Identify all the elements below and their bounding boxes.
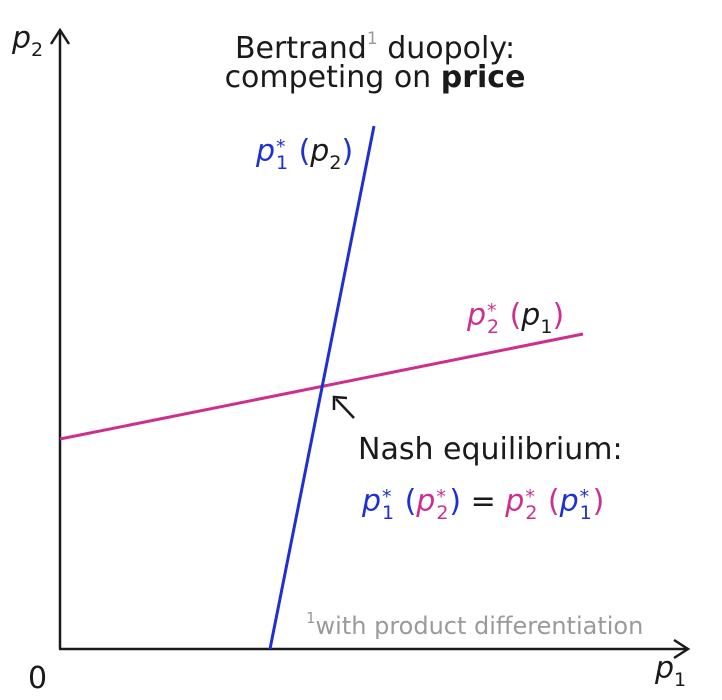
firm1-response-label	[256, 134, 353, 181]
nash-lhs-star: *	[382, 486, 392, 508]
nash-rhs-arg-star: *	[579, 486, 590, 508]
nash-lhs-arg-subsup	[435, 486, 449, 524]
nash-lhs-fn-sub: 1	[382, 502, 395, 524]
nash-rhs-paren-close: )	[592, 484, 605, 519]
nash-lhs-fn: p	[362, 484, 382, 519]
nash-lhs-arg: p	[416, 484, 436, 519]
nash-equals	[461, 484, 505, 519]
firm1-paren-open: (	[289, 134, 311, 169]
footnote-text: with product differentiation	[315, 612, 644, 640]
x-axis-label	[655, 652, 686, 697]
firm1-paren-close: )	[341, 134, 354, 169]
y-axis-label-sub: 2	[31, 39, 44, 61]
nash-lhs-subsup	[381, 486, 395, 524]
firm2-star: *	[487, 300, 497, 322]
nash-rhs-fn: p	[505, 484, 525, 519]
nash-lhs-arg-sub: 2	[436, 502, 449, 524]
firm1-arg: p	[310, 134, 330, 169]
nash-rhs-star: *	[525, 486, 535, 508]
firm2-fn-sub: 2	[487, 316, 500, 338]
nash-lhs-paren-open: (	[395, 484, 417, 519]
firm2-arg-sub: 1	[540, 316, 553, 338]
title-footnote-marker: 1	[366, 29, 378, 49]
firm2-fn-subsup	[486, 300, 500, 338]
firm1-arg-sub: 2	[329, 152, 342, 174]
footnote	[306, 603, 643, 641]
nash-rhs-fn-sub: 2	[525, 502, 538, 524]
y-axis-label-base: p	[12, 21, 32, 56]
nash-rhs-arg: p	[559, 484, 579, 519]
title-competing-text: competing on	[224, 60, 441, 95]
firm2-arg: p	[521, 298, 541, 333]
x-axis-label-base: p	[655, 651, 675, 686]
footnote-marker: 1	[306, 609, 316, 627]
firm1-fn-sub: 1	[276, 152, 289, 174]
nash-lhs-paren-close: )	[449, 484, 462, 519]
title-price-bold: price	[440, 60, 526, 95]
nash-equals-sign: =	[470, 484, 496, 519]
nash-rhs-paren-open: (	[538, 484, 560, 519]
nash-rhs-subsup	[524, 486, 538, 524]
firm2-paren-open: (	[500, 298, 522, 333]
title-word-bertrand: Bertrand	[234, 31, 367, 66]
firm2-fn: p	[467, 298, 487, 333]
nash-rhs-arg-subsup	[579, 486, 593, 524]
nash-lhs-arg-star: *	[436, 486, 446, 508]
firm2-response-label	[467, 298, 564, 345]
title-word-duopoly: duopoly:	[377, 31, 516, 66]
x-axis-label-sub: 1	[674, 669, 687, 691]
firm1-star: *	[276, 136, 286, 158]
firm1-fn: p	[256, 134, 276, 169]
nash-equilibrium-title: Nash equilibrium:	[358, 432, 623, 467]
y-axis-label	[12, 22, 43, 67]
nash-equation	[362, 484, 605, 524]
firm1-best-response-line	[270, 126, 374, 649]
nash-rhs-arg-sub: 1	[579, 502, 592, 524]
firm2-paren-close: )	[552, 298, 565, 333]
equilibrium-arrow-shaft	[336, 399, 354, 418]
origin-label: 0	[28, 661, 48, 696]
firm1-fn-subsup	[275, 136, 289, 174]
